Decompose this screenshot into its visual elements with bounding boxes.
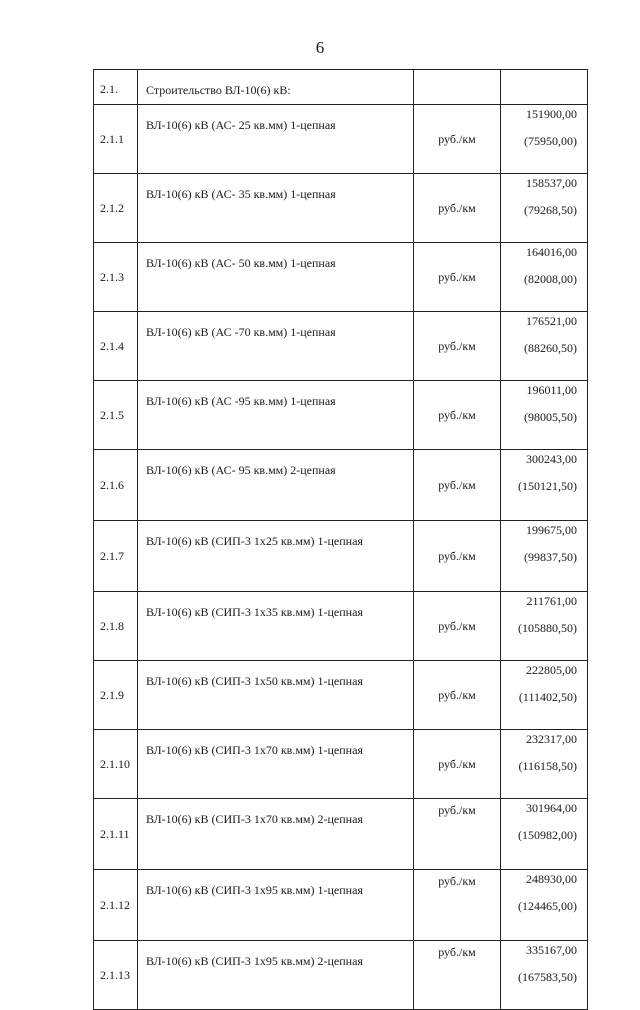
table-row: [94, 105, 588, 174]
row-price-half: (98005,50): [524, 410, 577, 424]
row-name: ВЛ-10(6) кВ (СИП-3 1х50 кв.мм) 1-цепная: [138, 661, 414, 730]
row-number: 2.1.11: [94, 799, 138, 870]
row-price-cell: [501, 450, 588, 521]
row-price: 199675,00: [526, 523, 577, 537]
row-price-cell: [501, 592, 588, 661]
section-unit-cell: [414, 70, 501, 105]
row-number: 2.1.1: [94, 105, 138, 174]
row-price-cell: [501, 312, 588, 381]
table-row: [94, 730, 588, 799]
row-price-cell: [501, 941, 588, 1010]
row-price-half: (167583,50): [518, 970, 577, 984]
row-price: 300243,00: [526, 452, 577, 466]
section-price-cell: [501, 70, 588, 105]
row-number: 2.1.2: [94, 174, 138, 243]
row-price-cell: [501, 521, 588, 592]
row-number: 2.1.3: [94, 243, 138, 312]
table-row: [94, 799, 588, 870]
row-name: ВЛ-10(6) кВ (СИП-3 1х70 кв.мм) 2-цепная: [138, 799, 414, 870]
row-name: ВЛ-10(6) кВ (СИП-3 1х95 кв.мм) 1-цепная: [138, 870, 414, 941]
row-unit: руб./км: [414, 243, 501, 312]
row-price-cell: [501, 661, 588, 730]
row-price: 196011,00: [526, 383, 577, 397]
row-price-cell: [501, 381, 588, 450]
row-price-half: (124465,00): [518, 899, 577, 913]
row-price-half: (75950,00): [524, 134, 577, 148]
section-number: 2.1.: [94, 70, 138, 105]
table-row: [94, 450, 588, 521]
row-price-half: (116158,50): [518, 759, 577, 773]
row-price: 232317,00: [526, 732, 577, 746]
table-row: [94, 661, 588, 730]
row-price-cell: [501, 174, 588, 243]
row-price-half: (150982,00): [518, 828, 577, 842]
row-price-half: (111402,50): [518, 690, 577, 704]
table-row: [94, 521, 588, 592]
row-name: ВЛ-10(6) кВ (АС- 95 кв.мм) 2-цепная: [138, 450, 414, 521]
row-price: 164016,00: [526, 245, 577, 259]
row-unit: руб./км: [414, 381, 501, 450]
row-price-half: (82008,00): [524, 272, 577, 286]
row-number: 2.1.8: [94, 592, 138, 661]
row-price-half: (150121,50): [518, 479, 577, 493]
row-price: 176521,00: [526, 314, 577, 328]
row-number: 2.1.10: [94, 730, 138, 799]
row-price-half: (99837,50): [524, 550, 577, 564]
row-price-cell: [501, 870, 588, 941]
table-row: [94, 941, 588, 1010]
row-price: 158537,00: [526, 176, 577, 190]
row-price-half: (79268,50): [524, 203, 577, 217]
table-row: [94, 312, 588, 381]
row-number: 2.1.7: [94, 521, 138, 592]
row-price-half: (88260,50): [524, 341, 577, 355]
row-unit: руб./км: [414, 661, 501, 730]
row-unit: руб./км: [414, 521, 501, 592]
row-price-cell: [501, 243, 588, 312]
row-price: 211761,00: [526, 594, 577, 608]
row-name: ВЛ-10(6) кВ (АС -95 кв.мм) 1-цепная: [138, 381, 414, 450]
row-price-cell: [501, 799, 588, 870]
row-unit: руб./км: [414, 174, 501, 243]
row-name: ВЛ-10(6) кВ (СИП-3 1х70 кв.мм) 1-цепная: [138, 730, 414, 799]
row-name: ВЛ-10(6) кВ (АС- 25 кв.мм) 1-цепная: [138, 105, 414, 174]
row-unit: руб./км: [414, 941, 501, 1010]
row-name: ВЛ-10(6) кВ (АС- 50 кв.мм) 1-цепная: [138, 243, 414, 312]
row-name: ВЛ-10(6) кВ (СИП-3 1х35 кв.мм) 1-цепная: [138, 592, 414, 661]
row-number: 2.1.13: [94, 941, 138, 1010]
row-name: ВЛ-10(6) кВ (СИП-3 1х25 кв.мм) 1-цепная: [138, 521, 414, 592]
row-number: 2.1.4: [94, 312, 138, 381]
row-price-cell: [501, 105, 588, 174]
row-number: 2.1.9: [94, 661, 138, 730]
page-number: 6: [315, 38, 325, 57]
row-unit: руб./км: [414, 450, 501, 521]
row-price-half: (105880,50): [518, 621, 577, 635]
row-price: 301964,00: [526, 801, 577, 815]
table-row: [94, 243, 588, 312]
row-price-cell: [501, 730, 588, 799]
rates-table-body: [94, 70, 588, 1010]
row-unit: руб./км: [414, 105, 501, 174]
table-row: [94, 870, 588, 941]
row-price: 222805,00: [526, 663, 577, 677]
row-name: ВЛ-10(6) кВ (АС- 35 кв.мм) 1-цепная: [138, 174, 414, 243]
rates-table: [93, 69, 588, 1010]
table-row: [94, 592, 588, 661]
table-row: [94, 174, 588, 243]
row-number: 2.1.12: [94, 870, 138, 941]
section-header-row: [94, 70, 588, 105]
row-unit: руб./км: [414, 312, 501, 381]
row-unit: руб./км: [414, 730, 501, 799]
row-price: 248930,00: [526, 872, 577, 886]
row-unit: руб./км: [414, 799, 501, 870]
row-name: ВЛ-10(6) кВ (АС -70 кв.мм) 1-цепная: [138, 312, 414, 381]
row-name: ВЛ-10(6) кВ (СИП-3 1х95 кв.мм) 2-цепная: [138, 941, 414, 1010]
row-number: 2.1.6: [94, 450, 138, 521]
table-row: [94, 381, 588, 450]
row-unit: руб./км: [414, 592, 501, 661]
row-price: 335167,00: [526, 943, 577, 957]
row-price: 151900,00: [526, 107, 577, 121]
row-unit: руб./км: [414, 870, 501, 941]
row-number: 2.1.5: [94, 381, 138, 450]
section-title: Строительство ВЛ-10(6) кВ:: [138, 70, 414, 105]
